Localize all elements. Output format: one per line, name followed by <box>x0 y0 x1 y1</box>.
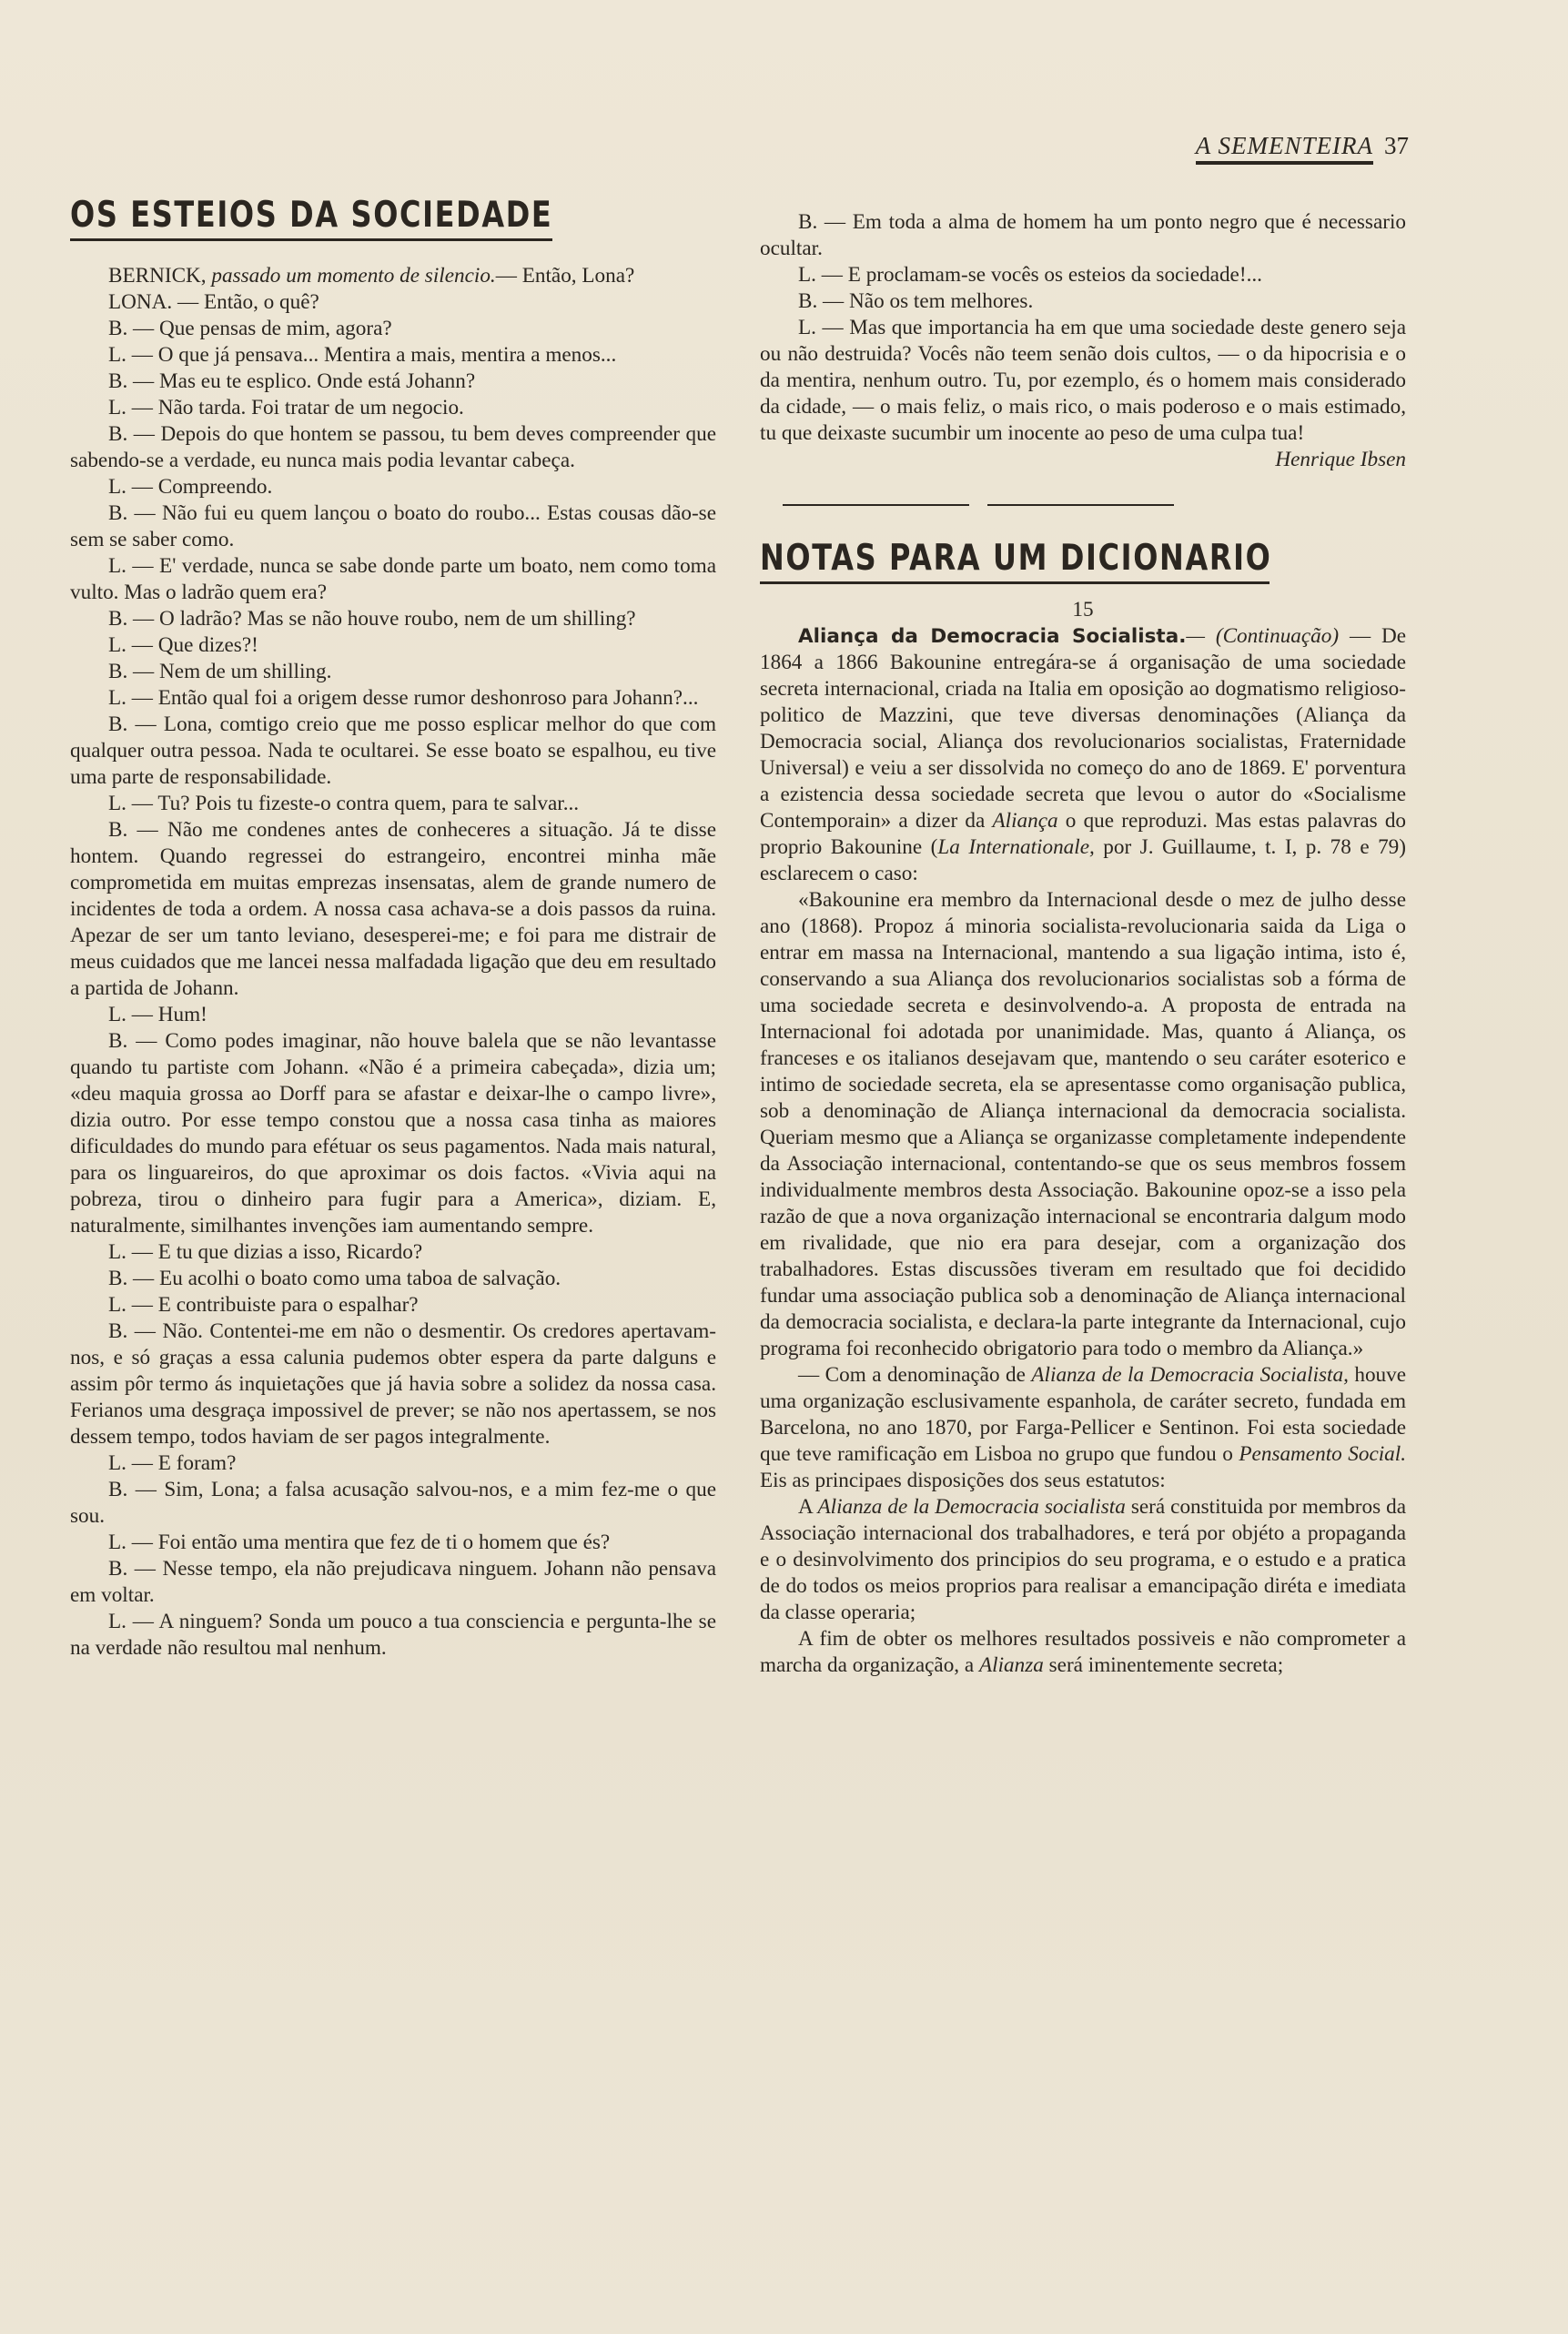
dialogue-line: L. — Tu? Pois tu fizeste-o contra quem, para te salvar... <box>108 792 580 815</box>
dialogue-line: B. — Em toda a alma de homem ha um ponto negro que é necessario ocultar. <box>760 210 1406 260</box>
dialogue-line: L. — E' verdade, nunca se sabe donde parte um boato, nem como toma vulto. Mas o ladrão quem era? <box>70 554 716 604</box>
dialogue-line: B. — Não. Contentei-me em não o desmentir. Os credores apertavam-nos, e só graças a essa calunia pudemos obter espera da parte dalguns e assim pôr termo ás inquietações que já havia sobre a solidez da nossa casa. Ferianos uma desgraça impossivel de prever; se não nos apertassem, se nos dessem tempo, todos haviam de ser pagos integralmente. <box>70 1319 716 1449</box>
dialogue-line: L. — Mas que importancia ha em que uma sociedade deste genero seja ou não destruida? Vocês não teem senão dois cultos, — o da hipocrisia e o da mentira, nenhum outro. Tu, por ezemplo, és o homem mais considerado da cidade, — o mais feliz, o mais rico, o mais poderoso e o mais estimado, tu que deixaste sucumbir um inocente ao peso de uma culpa tua! <box>760 316 1406 445</box>
dialogue-lines <box>70 289 716 1662</box>
dialogue-line: L. — Que dizes?! <box>108 633 258 657</box>
dialogue-line: L. — Então qual foi a origem desse rumor deshonroso para Johann?... <box>108 686 699 710</box>
entry-paragraph: — Com a denominação de Alianza de la Democracia Socialista, houve uma organização esclusivamente espanhola, de caráter secreto, fundada em Barcelona, no ano 1870, por Farga-Pellicer e Sentinon. Foi esta sociedade que teve ramificação em Lisboa no grupo que fundou o Pensamento Social. Eis as principaes disposições dos seus estatutos: <box>760 1363 1407 1492</box>
divider-line <box>987 504 1174 506</box>
dialogue-line: B. — Nesse tempo, ela não prejudicava ninguem. Johann não pensava em voltar. <box>70 1557 716 1607</box>
dialogue-line: B. — Como podes imaginar, não houve balela que se não levantasse quando tu partiste com Johann. «Não é a primeira cabeçada», dizia um; «deu maquia grossa ao Dorff para se afastar e deixar-lhe o campo livre», dizia outro. Por esse tempo constou que a nossa casa tinha as maiores dificuldades do mundo para efétuar os seus pagamentos. Nada mais natural, para os linguareiros, do que aproximar os dois factos. «Vivia aqui na pobreza, tirou o dinheiro para fugir para a America», diziam. E, naturalmente, similhantes invenções iam aumentando sempre. <box>70 1029 716 1238</box>
dialogue-line: L. — E contribuiste para o espalhar? <box>108 1293 419 1317</box>
dialogue-continuation <box>760 209 1406 447</box>
paper-name: A SEMENTEIRA <box>1196 132 1373 165</box>
dialogue-line: B. — Não os tem melhores. <box>798 289 1034 313</box>
dialogue-intro: BERNICK, passado um momento de silencio.— Então, Lona? <box>108 264 635 288</box>
dialogue-line: B. — Eu acolhi o boato como uma taboa de salvação. <box>108 1267 561 1290</box>
divider-line <box>783 504 969 506</box>
divider-rules <box>783 504 1406 506</box>
running-header <box>1196 132 1409 165</box>
page-number: 37 <box>1384 132 1409 159</box>
statute-paragraph: A fim de obter os melhores resultados possiveis e não comprometer a marcha da organização, a Alianza será iminentemente secreta; <box>760 1627 1406 1677</box>
dialogue-line: B. — Lona, comtigo creio que me posso esplicar melhor do que com qualquer outra pessoa. Nada te ocultarei. Se esse boato se espalhou, eu tive uma parte de responsabilidade. <box>70 712 716 789</box>
dialogue-line: L. — E proclamam-se vocês os esteios da sociedade!... <box>798 263 1262 287</box>
dialogue-line: B. — Que pensas de mim, agora? <box>108 317 392 340</box>
dialogue-line: B. — Sim, Lona; a falsa acusação salvou-nos, e a mim fez-me o que sou. <box>70 1478 716 1528</box>
dialogue-line: L. — Hum! <box>108 1003 207 1026</box>
dialogue-line: B. — Depois do que hontem se passou, tu bem deves compreender que sabendo-se a verdade, eu nunca mais podia levantar cabeça. <box>70 422 716 472</box>
dialogue-line: L. — Não tarda. Foi tratar de um negocio. <box>108 396 464 419</box>
dialogue-line: L. — A ninguem? Sonda um pouco a tua consciencia e pergunta-lhe se na verdade não resultou mal nenhum. <box>70 1610 716 1660</box>
right-article-heading <box>760 539 1270 584</box>
article-author: Henrique Ibsen <box>1275 448 1406 471</box>
entry-number: 15 <box>1072 598 1094 621</box>
article-title: OS ESTEIOS DA SOCIEDADE <box>70 195 553 236</box>
dialogue-line: B. — Mas eu te esplico. Onde está Johann? <box>108 369 476 393</box>
left-column <box>70 196 716 1662</box>
right-column <box>760 209 1406 1679</box>
dialogue-line: L. — E tu que dizias a isso, Ricardo? <box>108 1240 423 1264</box>
dialogue-line: B. — O ladrão? Mas se não houve roubo, nem de um shilling? <box>108 607 636 631</box>
dialogue-line: B. — Não fui eu quem lançou o boato do roubo... Estas cousas dão-se sem se saber como. <box>70 501 716 551</box>
entry-term: Aliança da Democracia Socialista. <box>798 625 1187 648</box>
dialogue-line: LONA. — Então, o quê? <box>108 290 319 314</box>
left-article-heading <box>70 196 552 241</box>
dialogue-line: B. — Não me condenes antes de conheceres a situação. Já te disse hontem. Quando regressei do estrangeiro, encontrei minha mãe comprometida em muitas emprezas insensatas, alem de grande numero de incidentes de toda a ordem. A nossa casa achava-se a dois passos da ruina. Apezar de ser um tanto leviano, desesperei-me; e foi para me distrair de meus cuidados que me lancei nessa malfadada ligação que deu em resultado a partida de Johann. <box>70 818 716 1000</box>
dialogue-line: L. — E foram? <box>108 1451 237 1475</box>
quoted-paragraph: «Bakounine era membro da Internacional desde o mez de julho desse ano (1868). Propoz á minoria socialista-revolucionaria saida da Liga o entrar em massa na Internacional, mantendo a sua ligação intima, isto é, conservando a sua Aliança dos revolucionarios socialistas sob a fórma de uma sociedade secreta e desinvolvendo-a. A proposta de entrada na Internacional foi adotada por unanimidade. Mas, quanto á Aliança, os franceses e os italianos desejavam que, mantendo o seu caráter esoterico e intimo de sociedade secreta, ela se apresentasse como organisação publica, sob a denominação de Aliança internacional da democracia socialista. Queriam mesmo que a Aliança se organizasse completamente independente da Associação internacional, contentando-se que os seus membros fossem individualmente membros desta Associação. Bakounine opoz-se a isso pela razão de que a nova organização internacional se encontraria dalgum modo em rivalidade, que nio era para desejar, com a organização dos trabalhadores. Estas discussões tiveram em resultado que foi decidido fundar uma associação publica sob a denominação de Aliança internacional da democracia socialista, e declara-la parte integrante da Internacional, cujo programa foi reconhecido obrigatorio para todo o membro da Aliança.» <box>760 888 1406 1360</box>
dialogue-line: L. — Foi então uma mentira que fez de ti o homem que és? <box>108 1531 611 1554</box>
statute-paragraph: A Alianza de la Democracia socialista será constituida por membros da Associação internacional dos trabalhadores, e terá por objéto a propaganda e o desinvolvimento dos principios do seu programa, e o estudo e a pratica de do todos os meios proprios para realisar a emancipação diréta e imediata da classe operaria; <box>760 1495 1407 1624</box>
dialogue-line: L. — O que já pensava... Mentira a mais, mentira a menos... <box>108 343 617 367</box>
entry-paragraph: Aliança da Democracia Socialista.— (Continuação) — De 1864 a 1866 Bakounine entregára-se á organisação de uma sociedade secreta internacional, criada na Italia em oposição ao dogmatismo religioso-politico de Mazzini, que teve diversas denominações (Aliança da Democracia social, Aliança dos revolucionarios socialistas, Fraternidade Universal) e veiu a ser dissolvida no começo do ano de 1869. E' porventura a ezistencia dessa sociedade secreta que levou o autor do «Socialisme Contemporain» a dizer da Aliança o que reproduzi. Mas estas palavras do proprio Bakounine (La Internationale, por J. Guillaume, t. I, p. 78 e 79) esclarecem o caso: <box>760 624 1407 885</box>
dialogue-line: B. — Nem de um shilling. <box>108 660 332 683</box>
article-title: NOTAS PARA UM DICIONARIO <box>760 538 1272 579</box>
dialogue-line: L. — Compreendo. <box>108 475 273 499</box>
